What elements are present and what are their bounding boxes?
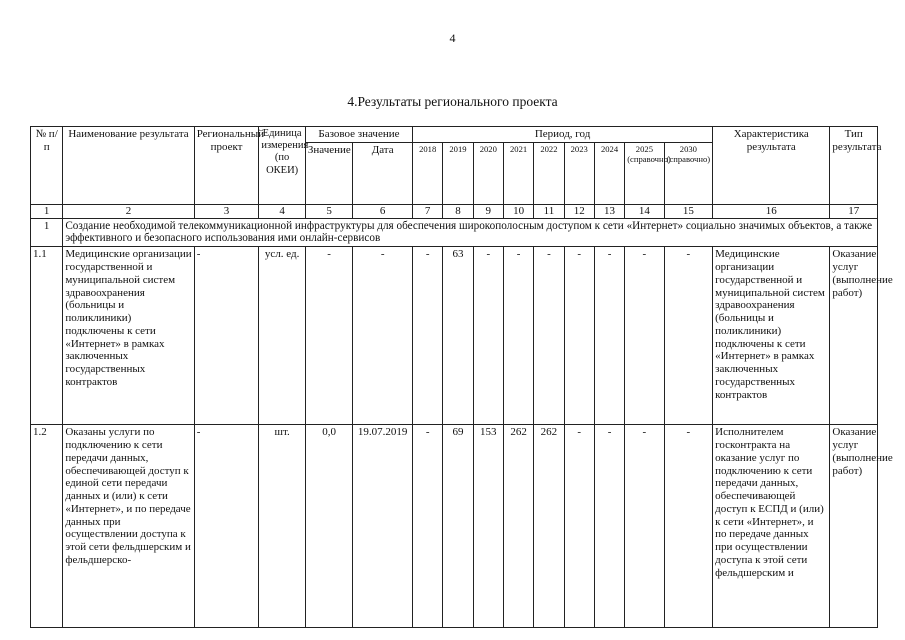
row-regional: - [194,247,259,425]
column-number: 8 [443,204,473,218]
column-number: 9 [473,204,503,218]
row-value-2023: - [564,425,594,628]
header-unit: Единица измерения (по ОКЕИ) [259,127,305,205]
row-regional: - [194,425,259,628]
column-number: 2 [63,204,194,218]
row-value-2030: - [664,425,713,628]
column-number: 16 [713,204,830,218]
row-value-2021: 262 [503,425,533,628]
header-year-2018: 2018 [413,142,443,204]
row-value-2019: 69 [443,425,473,628]
row-base-value: - [305,247,353,425]
column-number: 11 [534,204,564,218]
row-value-2024: - [594,247,624,425]
header-base-value: Значение [305,142,353,204]
header-regional: Региональный проект [194,127,259,205]
header-num: № п/п [31,127,63,205]
row-base-date: 19.07.2019 [353,425,413,628]
column-number: 1 [31,204,63,218]
row-value-2019: 63 [443,247,473,425]
header-period: Период, год [413,127,713,143]
header-base: Базовое значение [305,127,412,143]
results-table [30,126,893,628]
row-type: Оказание услуг (выполнение работ) [830,425,878,628]
row-base-date: - [353,247,413,425]
row-value-2021: - [503,247,533,425]
column-number: 12 [564,204,594,218]
header-year-2019: 2019 [443,142,473,204]
row-value-2020: 153 [473,425,503,628]
row-value-2025: - [625,425,664,628]
row-unit: усл. ед. [259,247,305,425]
row-name: Медицинские организации государственной и муниципальной систем здравоохранения (больницы и поликлиники) подключены к сети «Интернет» в рамках заключенных государственных контрактов [63,247,194,425]
header-year-2020: 2020 [473,142,503,204]
header-year-2023: 2023 [564,142,594,204]
column-number: 10 [503,204,533,218]
row-value-2023: - [564,247,594,425]
row-value-2020: - [473,247,503,425]
header-name: Наименование результата [63,127,194,205]
column-number: 6 [353,204,413,218]
column-number: 4 [259,204,305,218]
section-num: 1 [31,218,63,247]
section-text: Создание необходимой телекоммуникационной инфраструктуры для обеспечения широкополосным доступом к сети «Интернет» социально значимых объектов, а также эффективного и безопасного использования ими онлайн-сервисов [63,218,878,247]
table-row [31,247,878,425]
header-characteristic: Характеристика результата [713,127,830,205]
header-type: Тип результата [830,127,878,205]
row-name: Оказаны услуги по подключению к сети передачи данных, обеспечивающей доступ к единой сети передачи данных и (или) к сети «Интернет», и по передаче данных при осуществлении доступа к этой сети фельдшерским и фельдшерско- [63,425,194,628]
column-number: 17 [830,204,878,218]
header-year-2022: 2022 [534,142,564,204]
section-row [31,218,878,247]
row-value-2024: - [594,425,624,628]
column-number: 3 [194,204,259,218]
column-number: 13 [594,204,624,218]
column-number: 15 [664,204,713,218]
column-number: 5 [305,204,353,218]
page-number: 4 [449,31,456,45]
row-num: 1.2 [31,425,63,628]
column-numbers-row [31,204,878,218]
row-value-2018: - [413,247,443,425]
section-title: 4.Результаты регионального проекта [347,94,558,109]
header-year-2030: 2030 (справочно) [664,142,713,204]
header-base-date: Дата [353,142,413,204]
table-row [31,425,878,628]
header-year-2025: 2025 (справочно) [625,142,664,204]
header-year-2021: 2021 [503,142,533,204]
row-base-value: 0,0 [305,425,353,628]
row-value-2022: 262 [534,425,564,628]
column-number: 7 [413,204,443,218]
row-type: Оказание услуг (выполнение работ) [830,247,878,425]
column-number: 14 [625,204,664,218]
row-characteristic: Медицинские организации государственной и муниципальной систем здравоохранения (больницы и поликлиники) подключены к сети «Интернет» в рамках заключенных государственных контрактов [713,247,830,425]
header-year-2024: 2024 [594,142,624,204]
row-num: 1.1 [31,247,63,425]
row-characteristic: Исполнителем госконтракта на оказание услуг по подключению к сети передачи данных, обеспечивающей доступ к ЕСПД и (или) к сети «Интернет», и по передаче данных при осуществлении доступа к этой сети фельдшерским и [713,425,830,628]
row-value-2022: - [534,247,564,425]
row-value-2025: - [625,247,664,425]
row-value-2030: - [664,247,713,425]
row-value-2018: - [413,425,443,628]
row-unit: шт. [259,425,305,628]
